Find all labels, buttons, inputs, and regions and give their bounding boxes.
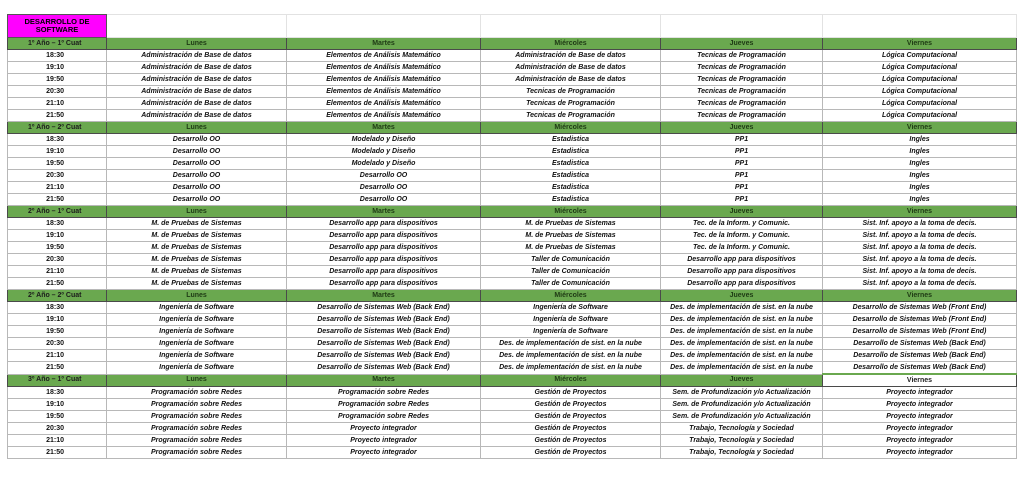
day-header-cell[interactable]: Martes xyxy=(287,206,481,218)
subject-cell[interactable]: Tec. de la Inform. y Comunic. xyxy=(661,242,823,254)
subject-cell[interactable]: Desarrollo OO xyxy=(107,170,287,182)
subject-cell[interactable]: Sist. Inf. apoyo a la toma de decis. xyxy=(823,254,1017,266)
subject-cell[interactable]: Desarrollo app para dispositivos xyxy=(287,266,481,278)
subject-cell[interactable]: Desarrollo app para dispositivos xyxy=(287,230,481,242)
subject-cell[interactable]: Tecnicas de Programación xyxy=(661,98,823,110)
subject-cell[interactable]: M. de Pruebas de Sistemas xyxy=(107,278,287,290)
subject-cell[interactable]: Proyecto integrador xyxy=(823,435,1017,447)
subject-cell[interactable]: Desarrollo OO xyxy=(107,146,287,158)
table-row xyxy=(8,387,1017,399)
section-title-cell[interactable]: 1º Año – 2º Cuat xyxy=(8,122,107,134)
subject-cell[interactable]: Sist. Inf. apoyo a la toma de decis. xyxy=(823,242,1017,254)
empty-cell[interactable] xyxy=(661,15,823,38)
subject-cell[interactable]: Desarrollo app para dispositivos xyxy=(661,278,823,290)
subject-cell[interactable]: Lógica Computacional xyxy=(823,62,1017,74)
subject-cell[interactable]: Ingeniería de Software xyxy=(107,314,287,326)
time-cell[interactable]: 21:50 xyxy=(8,362,107,375)
table-row xyxy=(8,411,1017,423)
table-row xyxy=(8,74,1017,86)
subject-cell[interactable]: Desarrollo de Sistemas Web (Back End) xyxy=(287,326,481,338)
table-row xyxy=(8,218,1017,230)
subject-cell[interactable]: Desarrollo de Sistemas Web (Back End) xyxy=(287,362,481,375)
subject-cell[interactable]: Ingles xyxy=(823,146,1017,158)
time-cell[interactable]: 21:10 xyxy=(8,182,107,194)
subject-cell[interactable]: Tecnicas de Programación xyxy=(481,110,661,122)
table-row xyxy=(8,50,1017,62)
subject-cell[interactable]: Programación sobre Redes xyxy=(107,435,287,447)
subject-cell[interactable]: Proyecto integrador xyxy=(287,423,481,435)
table-row xyxy=(8,170,1017,182)
subject-cell[interactable]: Gestión de Proyectos xyxy=(481,411,661,423)
day-header-cell[interactable]: Viernes xyxy=(823,290,1017,302)
subject-cell[interactable]: Trabajo, Tecnología y Sociedad xyxy=(661,447,823,459)
subject-cell[interactable]: Desarrollo de Sistemas Web (Back End) xyxy=(823,362,1017,375)
subject-cell[interactable]: Ingeniería de Software xyxy=(107,362,287,375)
subject-cell[interactable]: Taller de Comunicación xyxy=(481,278,661,290)
subject-cell[interactable]: Desarrollo app para dispositivos xyxy=(287,254,481,266)
subject-cell[interactable]: Proyecto integrador xyxy=(823,411,1017,423)
table-row xyxy=(8,194,1017,206)
day-header-cell[interactable]: Viernes xyxy=(823,206,1017,218)
empty-cell[interactable] xyxy=(481,15,661,38)
time-cell[interactable]: 21:10 xyxy=(8,350,107,362)
subject-cell[interactable]: Proyecto integrador xyxy=(287,447,481,459)
time-cell[interactable]: 21:10 xyxy=(8,435,107,447)
subject-cell[interactable]: Des. de implementación de sist. en la nube xyxy=(661,362,823,375)
time-cell[interactable]: 21:50 xyxy=(8,194,107,206)
time-cell[interactable]: 19:50 xyxy=(8,74,107,86)
subject-cell[interactable]: Administración de Base de datos xyxy=(107,62,287,74)
time-cell[interactable]: 18:30 xyxy=(8,134,107,146)
program-title-cell[interactable]: DESARROLLO DE SOFTWARE xyxy=(8,15,107,38)
subject-cell[interactable]: Estadistica xyxy=(481,182,661,194)
subject-cell[interactable]: M. de Pruebas de Sistemas xyxy=(481,242,661,254)
section-header-row xyxy=(8,122,1017,134)
time-cell[interactable]: 19:10 xyxy=(8,314,107,326)
day-header-cell[interactable]: Martes xyxy=(287,122,481,134)
day-header-cell[interactable]: Viernes xyxy=(823,374,1017,387)
subject-cell[interactable]: M. de Pruebas de Sistemas xyxy=(481,218,661,230)
table-row xyxy=(8,86,1017,98)
time-cell[interactable]: 21:10 xyxy=(8,266,107,278)
day-header-cell[interactable]: Lunes xyxy=(107,206,287,218)
subject-cell[interactable]: Tecnicas de Programación xyxy=(661,50,823,62)
table-row xyxy=(8,278,1017,290)
subject-cell[interactable]: Desarrollo de Sistemas Web (Back End) xyxy=(823,338,1017,350)
subject-cell[interactable]: Desarrollo de Sistemas Web (Back End) xyxy=(287,338,481,350)
subject-cell[interactable]: Administración de Base de datos xyxy=(107,50,287,62)
subject-cell[interactable]: Sist. Inf. apoyo a la toma de decis. xyxy=(823,278,1017,290)
empty-cell[interactable] xyxy=(287,15,481,38)
section-header-row xyxy=(8,206,1017,218)
subject-cell[interactable]: Trabajo, Tecnología y Sociedad xyxy=(661,435,823,447)
table-row xyxy=(8,98,1017,110)
subject-cell[interactable]: Sem. de Profundización y/o Actualización xyxy=(661,411,823,423)
subject-cell[interactable]: Administración de Base de datos xyxy=(107,74,287,86)
subject-cell[interactable]: Tecnicas de Programación xyxy=(661,74,823,86)
subject-cell[interactable]: Estadistica xyxy=(481,134,661,146)
subject-cell[interactable]: Ingeniería de Software xyxy=(481,302,661,314)
subject-cell[interactable]: Des. de implementación de sist. en la nube xyxy=(661,338,823,350)
subject-cell[interactable]: Taller de Comunicación xyxy=(481,266,661,278)
time-cell[interactable]: 19:10 xyxy=(8,146,107,158)
subject-cell[interactable]: Lógica Computacional xyxy=(823,110,1017,122)
time-cell[interactable]: 21:50 xyxy=(8,278,107,290)
subject-cell[interactable]: Des. de implementación de sist. en la nube xyxy=(661,326,823,338)
subject-cell[interactable]: Tecnicas de Programación xyxy=(661,86,823,98)
section-header-row xyxy=(8,290,1017,302)
table-row xyxy=(8,146,1017,158)
subject-cell[interactable]: Programación sobre Redes xyxy=(107,447,287,459)
day-header-cell[interactable]: Lunes xyxy=(107,290,287,302)
subject-cell[interactable]: Ingles xyxy=(823,158,1017,170)
day-header-cell[interactable]: Jueves xyxy=(661,290,823,302)
table-row xyxy=(8,362,1017,375)
subject-cell[interactable]: Programación sobre Redes xyxy=(107,399,287,411)
day-header-cell[interactable]: Miércoles xyxy=(481,122,661,134)
subject-cell[interactable]: Desarrollo app para dispositivos xyxy=(661,266,823,278)
subject-cell[interactable]: M. de Pruebas de Sistemas xyxy=(107,242,287,254)
day-header-cell[interactable]: Miércoles xyxy=(481,206,661,218)
day-header-cell[interactable]: Lunes xyxy=(107,374,287,387)
subject-cell[interactable]: Des. de implementación de sist. en la nube xyxy=(661,302,823,314)
subject-cell[interactable]: Administración de Base de datos xyxy=(481,62,661,74)
subject-cell[interactable]: Proyecto integrador xyxy=(823,399,1017,411)
time-cell[interactable]: 20:30 xyxy=(8,86,107,98)
subject-cell[interactable]: Desarrollo app para dispositivos xyxy=(287,242,481,254)
subject-cell[interactable]: Proyecto integrador xyxy=(823,423,1017,435)
time-cell[interactable]: 19:50 xyxy=(8,242,107,254)
day-header-cell[interactable]: Lunes xyxy=(107,122,287,134)
table-row xyxy=(8,158,1017,170)
subject-cell[interactable]: PP1 xyxy=(661,182,823,194)
subject-cell[interactable]: Desarrollo de Sistemas Web (Back End) xyxy=(287,302,481,314)
subject-cell[interactable]: Modelado y Diseño xyxy=(287,146,481,158)
subject-cell[interactable]: Desarrollo de Sistemas Web (Back End) xyxy=(287,350,481,362)
subject-cell[interactable]: Programación sobre Redes xyxy=(287,411,481,423)
subject-cell[interactable]: Sem. de Profundización y/o Actualización xyxy=(661,399,823,411)
subject-cell[interactable]: Gestión de Proyectos xyxy=(481,399,661,411)
day-header-cell[interactable]: Martes xyxy=(287,38,481,50)
subject-cell[interactable]: Administración de Base de datos xyxy=(107,86,287,98)
time-cell[interactable]: 21:10 xyxy=(8,98,107,110)
subject-cell[interactable]: Trabajo, Tecnología y Sociedad xyxy=(661,423,823,435)
subject-cell[interactable]: Des. de implementación de sist. en la nube xyxy=(661,314,823,326)
table-row xyxy=(8,314,1017,326)
time-cell[interactable]: 20:30 xyxy=(8,423,107,435)
title-row xyxy=(8,15,1017,38)
section-title-cell[interactable]: 2º Año – 1º Cuat xyxy=(8,206,107,218)
table-row xyxy=(8,110,1017,122)
subject-cell[interactable]: Administración de Base de datos xyxy=(107,98,287,110)
subject-cell[interactable]: Lógica Computacional xyxy=(823,98,1017,110)
subject-cell[interactable]: Desarrollo OO xyxy=(287,194,481,206)
day-header-cell[interactable]: Miércoles xyxy=(481,38,661,50)
day-header-cell[interactable]: Martes xyxy=(287,290,481,302)
subject-cell[interactable]: Programación sobre Redes xyxy=(107,423,287,435)
schedule-table xyxy=(7,14,1017,459)
subject-cell[interactable]: PP1 xyxy=(661,146,823,158)
subject-cell[interactable]: M. de Pruebas de Sistemas xyxy=(481,230,661,242)
subject-cell[interactable]: Desarrollo OO xyxy=(107,134,287,146)
subject-cell[interactable]: Estadistica xyxy=(481,194,661,206)
subject-cell[interactable]: Tecnicas de Programación xyxy=(481,98,661,110)
subject-cell[interactable]: Desarrollo app para dispositivos xyxy=(287,218,481,230)
day-header-cell[interactable]: Viernes xyxy=(823,122,1017,134)
section-title-cell[interactable]: 3º Año – 1º Cuat xyxy=(8,374,107,387)
subject-cell[interactable]: Des. de implementación de sist. en la nube xyxy=(481,350,661,362)
table-row xyxy=(8,350,1017,362)
subject-cell[interactable]: Des. de implementación de sist. en la nube xyxy=(481,338,661,350)
section-header-row xyxy=(8,374,1017,387)
subject-cell[interactable]: Elementos de Análisis Matemático xyxy=(287,86,481,98)
subject-cell[interactable]: Programación sobre Redes xyxy=(107,411,287,423)
subject-cell[interactable]: Sist. Inf. apoyo a la toma de decis. xyxy=(823,266,1017,278)
subject-cell[interactable]: Administración de Base de datos xyxy=(481,50,661,62)
table-row xyxy=(8,435,1017,447)
table-row xyxy=(8,399,1017,411)
subject-cell[interactable]: Elementos de Análisis Matemático xyxy=(287,98,481,110)
subject-cell[interactable]: Ingeniería de Software xyxy=(107,326,287,338)
time-cell[interactable]: 19:10 xyxy=(8,399,107,411)
subject-cell[interactable]: Gestión de Proyectos xyxy=(481,435,661,447)
subject-cell[interactable]: Estadistica xyxy=(481,170,661,182)
time-cell[interactable]: 21:50 xyxy=(8,110,107,122)
subject-cell[interactable]: Tecnicas de Programación xyxy=(481,86,661,98)
day-header-cell[interactable]: Jueves xyxy=(661,374,823,387)
subject-cell[interactable]: Tec. de la Inform. y Comunic. xyxy=(661,218,823,230)
subject-cell[interactable]: Estadistica xyxy=(481,158,661,170)
time-cell[interactable]: 19:50 xyxy=(8,326,107,338)
subject-cell[interactable]: Desarrollo OO xyxy=(107,182,287,194)
subject-cell[interactable]: M. de Pruebas de Sistemas xyxy=(107,230,287,242)
day-header-cell[interactable]: Miércoles xyxy=(481,374,661,387)
table-row xyxy=(8,302,1017,314)
table-row xyxy=(8,230,1017,242)
subject-cell[interactable]: Tecnicas de Programación xyxy=(661,110,823,122)
subject-cell[interactable]: Elementos de Análisis Matemático xyxy=(287,110,481,122)
subject-cell[interactable]: Administración de Base de datos xyxy=(481,74,661,86)
subject-cell[interactable]: Programación sobre Redes xyxy=(287,399,481,411)
section-header-row xyxy=(8,38,1017,50)
subject-cell[interactable]: Desarrollo OO xyxy=(107,194,287,206)
subject-cell[interactable]: Proyecto integrador xyxy=(823,447,1017,459)
subject-cell[interactable]: Desarrollo OO xyxy=(107,158,287,170)
subject-cell[interactable]: Ingeniería de Software xyxy=(107,302,287,314)
subject-cell[interactable]: Desarrollo app para dispositivos xyxy=(661,254,823,266)
subject-cell[interactable]: Desarrollo OO xyxy=(287,170,481,182)
subject-cell[interactable]: Modelado y Diseño xyxy=(287,158,481,170)
time-cell[interactable]: 19:10 xyxy=(8,62,107,74)
time-cell[interactable]: 19:50 xyxy=(8,411,107,423)
subject-cell[interactable]: Ingeniería de Software xyxy=(107,350,287,362)
time-cell[interactable]: 20:30 xyxy=(8,338,107,350)
subject-cell[interactable]: Desarrollo app para dispositivos xyxy=(287,278,481,290)
time-cell[interactable]: 20:30 xyxy=(8,254,107,266)
table-row xyxy=(8,62,1017,74)
subject-cell[interactable]: Ingles xyxy=(823,182,1017,194)
section-title-cell[interactable]: 1º Año – 1º Cuat xyxy=(8,38,107,50)
subject-cell[interactable]: Desarrollo OO xyxy=(287,182,481,194)
subject-cell[interactable]: Desarrollo de Sistemas Web (Front End) xyxy=(823,326,1017,338)
subject-cell[interactable]: Gestión de Proyectos xyxy=(481,423,661,435)
subject-cell[interactable]: M. de Pruebas de Sistemas xyxy=(107,218,287,230)
table-row xyxy=(8,254,1017,266)
table-row xyxy=(8,423,1017,435)
empty-cell[interactable] xyxy=(107,15,287,38)
table-row xyxy=(8,134,1017,146)
subject-cell[interactable]: Ingles xyxy=(823,170,1017,182)
subject-cell[interactable]: PP1 xyxy=(661,194,823,206)
time-cell[interactable]: 18:30 xyxy=(8,218,107,230)
time-cell[interactable]: 20:30 xyxy=(8,170,107,182)
time-cell[interactable]: 19:50 xyxy=(8,158,107,170)
subject-cell[interactable]: Ingeniería de Software xyxy=(481,326,661,338)
table-row xyxy=(8,447,1017,459)
subject-cell[interactable]: Ingles xyxy=(823,194,1017,206)
subject-cell[interactable]: Gestión de Proyectos xyxy=(481,387,661,399)
day-header-cell[interactable]: Lunes xyxy=(107,38,287,50)
subject-cell[interactable]: Tecnicas de Programación xyxy=(661,62,823,74)
section-title-cell[interactable]: 2º Año – 2º Cuat xyxy=(8,290,107,302)
subject-cell[interactable]: Sist. Inf. apoyo a la toma de decis. xyxy=(823,218,1017,230)
subject-cell[interactable]: Sem. de Profundización y/o Actualización xyxy=(661,387,823,399)
subject-cell[interactable]: Des. de implementación de sist. en la nube xyxy=(481,362,661,375)
subject-cell[interactable]: Lógica Computacional xyxy=(823,50,1017,62)
time-cell[interactable]: 18:30 xyxy=(8,387,107,399)
table-row xyxy=(8,182,1017,194)
table-row xyxy=(8,266,1017,278)
day-header-cell[interactable]: Jueves xyxy=(661,206,823,218)
time-cell[interactable]: 18:30 xyxy=(8,302,107,314)
subject-cell[interactable]: Elementos de Análisis Matemático xyxy=(287,62,481,74)
subject-cell[interactable]: Desarrollo de Sistemas Web (Front End) xyxy=(823,314,1017,326)
subject-cell[interactable]: Des. de implementación de sist. en la nube xyxy=(661,350,823,362)
subject-cell[interactable]: Ingeniería de Software xyxy=(107,338,287,350)
day-header-cell[interactable]: Viernes xyxy=(823,38,1017,50)
time-cell[interactable]: 18:30 xyxy=(8,50,107,62)
subject-cell[interactable]: Taller de Comunicación xyxy=(481,254,661,266)
subject-cell[interactable]: Desarrollo de Sistemas Web (Back End) xyxy=(823,350,1017,362)
subject-cell[interactable]: Administración de Base de datos xyxy=(107,110,287,122)
day-header-cell[interactable]: Jueves xyxy=(661,122,823,134)
subject-cell[interactable]: Ingeniería de Software xyxy=(481,314,661,326)
subject-cell[interactable]: M. de Pruebas de Sistemas xyxy=(107,266,287,278)
subject-cell[interactable]: Lógica Computacional xyxy=(823,86,1017,98)
time-cell[interactable]: 19:10 xyxy=(8,230,107,242)
subject-cell[interactable]: Sist. Inf. apoyo a la toma de decis. xyxy=(823,230,1017,242)
subject-cell[interactable]: PP1 xyxy=(661,134,823,146)
subject-cell[interactable]: Elementos de Análisis Matemático xyxy=(287,50,481,62)
subject-cell[interactable]: Programación sobre Redes xyxy=(107,387,287,399)
table-row xyxy=(8,338,1017,350)
table-row xyxy=(8,326,1017,338)
day-header-cell[interactable]: Martes xyxy=(287,374,481,387)
subject-cell[interactable]: Modelado y Diseño xyxy=(287,134,481,146)
subject-cell[interactable]: PP1 xyxy=(661,158,823,170)
subject-cell[interactable]: Programación sobre Redes xyxy=(287,387,481,399)
subject-cell[interactable]: Desarrollo de Sistemas Web (Back End) xyxy=(287,314,481,326)
subject-cell[interactable]: Proyecto integrador xyxy=(823,387,1017,399)
empty-cell[interactable] xyxy=(823,15,1017,38)
subject-cell[interactable]: Proyecto integrador xyxy=(287,435,481,447)
time-cell[interactable]: 21:50 xyxy=(8,447,107,459)
subject-cell[interactable]: Ingles xyxy=(823,134,1017,146)
subject-cell[interactable]: Desarrollo de Sistemas Web (Front End) xyxy=(823,302,1017,314)
subject-cell[interactable]: M. de Pruebas de Sistemas xyxy=(107,254,287,266)
subject-cell[interactable]: Elementos de Análisis Matemático xyxy=(287,74,481,86)
subject-cell[interactable]: Estadistica xyxy=(481,146,661,158)
subject-cell[interactable]: Tec. de la Inform. y Comunic. xyxy=(661,230,823,242)
day-header-cell[interactable]: Miércoles xyxy=(481,290,661,302)
day-header-cell[interactable]: Jueves xyxy=(661,38,823,50)
subject-cell[interactable]: Gestión de Proyectos xyxy=(481,447,661,459)
subject-cell[interactable]: PP1 xyxy=(661,170,823,182)
subject-cell[interactable]: Lógica Computacional xyxy=(823,74,1017,86)
table-row xyxy=(8,242,1017,254)
